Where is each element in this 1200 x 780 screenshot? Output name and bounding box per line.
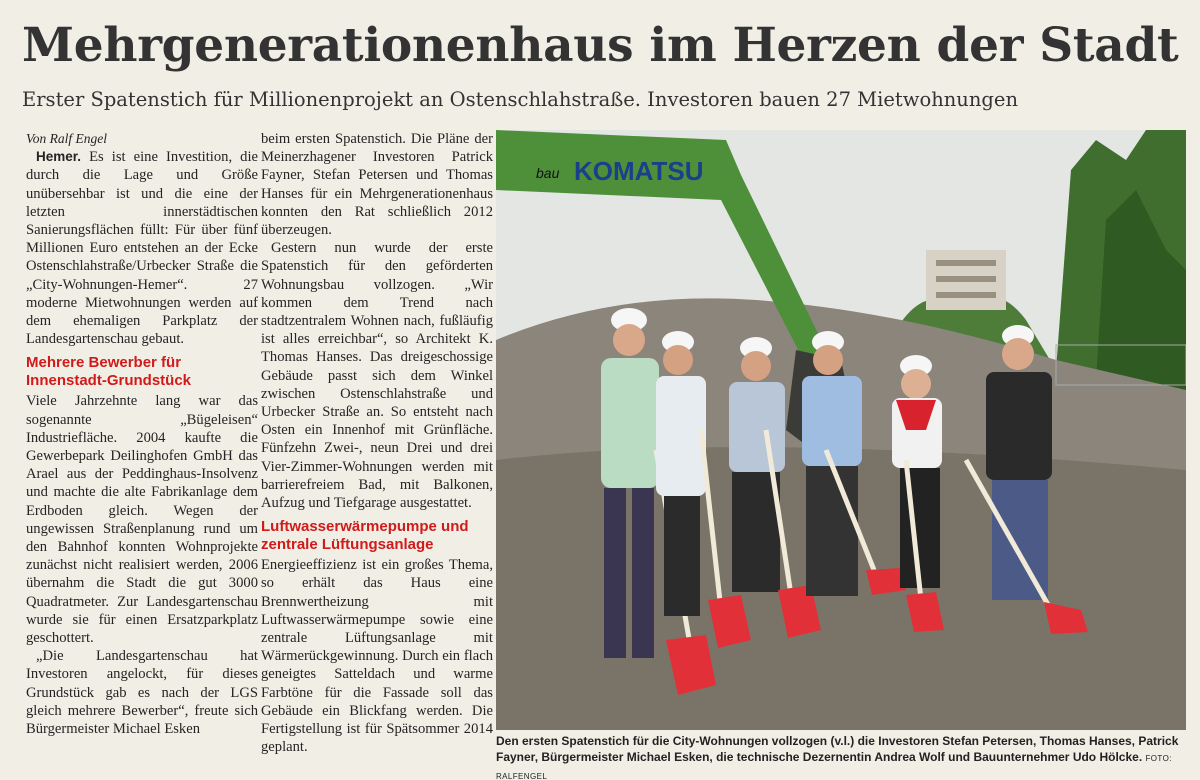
subheading-energy: Luftwasserwärmepumpe und zentrale Lüftungsanlage: [261, 518, 469, 554]
caption-text: Den ersten Spatenstich für die City-Wohnungen vollzogen (v.l.) die Investoren Stefan Petersen, Thomas Hanses, Patrick Fayner, Bürgermeister Michael Esken, die technische Dezernentin Andrea Wolf und Bauunternehmer Udo Hölcke.: [496, 734, 1179, 764]
paragraph-quote: „Die Landesgartenschau hat Investoren angelockt, für dieses Grundstück gab es nach der LGS gleich mehrere Bewerber“, freute sich Bürgermeister Michael Esken: [26, 648, 258, 738]
excavator-brand: KOMATSU: [574, 156, 704, 186]
photo-credit: FOTO: RALFENGEL: [496, 754, 1172, 780]
article-column-2: [261, 130, 493, 757]
dateline-city: Hemer.: [36, 149, 82, 165]
paragraph-groundbreaking: Gestern nun wurde der erste Spatenstich für den geförderten Wohnungsbau vollzogen. „Wir kommen dem Trend nach stadtzentralem Wohnen nach, fußläufig ist alles erreichbar“, so Architekt K. Thomas Hanses. Das dreigeschossige Gebäude passt sich dem Winkel zwischen Ostenschlahstraße und Urbecker Straße an. So entsteht nach Osten ein Innenhof mit Grünfläche. Fünfzehn Zwei-, neun Drei und drei Vier-Zimmer-Wohnungen werden mit barrierefreiem Bad, mit Balkonen, Aufzug und Tiefgarage ausgestattet.: [261, 240, 493, 512]
excavator-prefix: bau: [536, 165, 560, 181]
paragraph-intro-text: Es ist eine Investition, die durch die Lage und Größe unübersehbar ist und die eine der letzten innerstädtischen Sanierungsflächen füllt: Für über fünf Millionen Euro entstehen an der Ecke Ostenschlahstraße/Urbecker Straße die „City-Wohnungen-Hemer“. 27 moderne Mietwohnungen werden auf dem ehemaligen Parkplatz der Landesgartenschau gebaut.: [26, 149, 258, 348]
paragraph-intro: [26, 148, 258, 348]
paragraph-energy: Energieeffizienz ist ein großes Thema, so erhält das Haus eine Brennwertheizung mit Luftwasserwärmepumpe sowie eine zentrale Lüftungsanlage mit Wärmerückgewinnung. Durch ein flach geneigtes Satteldach und warme Farbtöne für die Fassade soll das Gebäude ein Blickfang werden. Die Fertigstellung ist für Spätsommer 2014 geplant.: [261, 557, 493, 756]
article-column-1: [26, 130, 258, 738]
groundbreaking-photo-illustration: [496, 130, 1186, 730]
headline: Mehrgenerationenhaus im Herzen der Stadt: [22, 18, 1179, 73]
paragraph-history: Viele Jahrzehnte lang war das sogenannte „Bügeleisen“ Industriefläche. 2004 kaufte die Gewerbepark Deilinghofen GmbH das Arael aus der Peddinghaus-Insolvenz und machte die alte Fabrikanlage dem Erdboden gleich. Wegen der ungewissen Straßenplanung rund um den Bahnhof konnten Wohnprojekte zunächst nicht realisiert werden, 2006 übernahm die Stadt die gut 3000 Quadratmeter. Zur Landesgartenschau wurde sie für einen Ersatzparkplatz geschottert.: [26, 393, 258, 647]
photo-caption: [496, 733, 1186, 780]
subheading-bewerber: Mehrere Bewerber für Innenstadt-Grundstück: [26, 354, 192, 390]
article-photo: [496, 130, 1186, 730]
byline: Von Ralf Engel: [26, 131, 107, 146]
subheadline: Erster Spatenstich für Millionenprojekt an Ostenschlahstraße. Investoren bauen 27 Mietwohnungen: [22, 88, 1019, 111]
paragraph-plans: beim ersten Spatenstich. Die Pläne der Meinerzhagener Investoren Patrick Fayner, Stefan Petersen und Thomas Hanses für ein Mehrgenerationenhaus konnten den Rat schließlich 2012 überzeugen.: [261, 131, 493, 239]
